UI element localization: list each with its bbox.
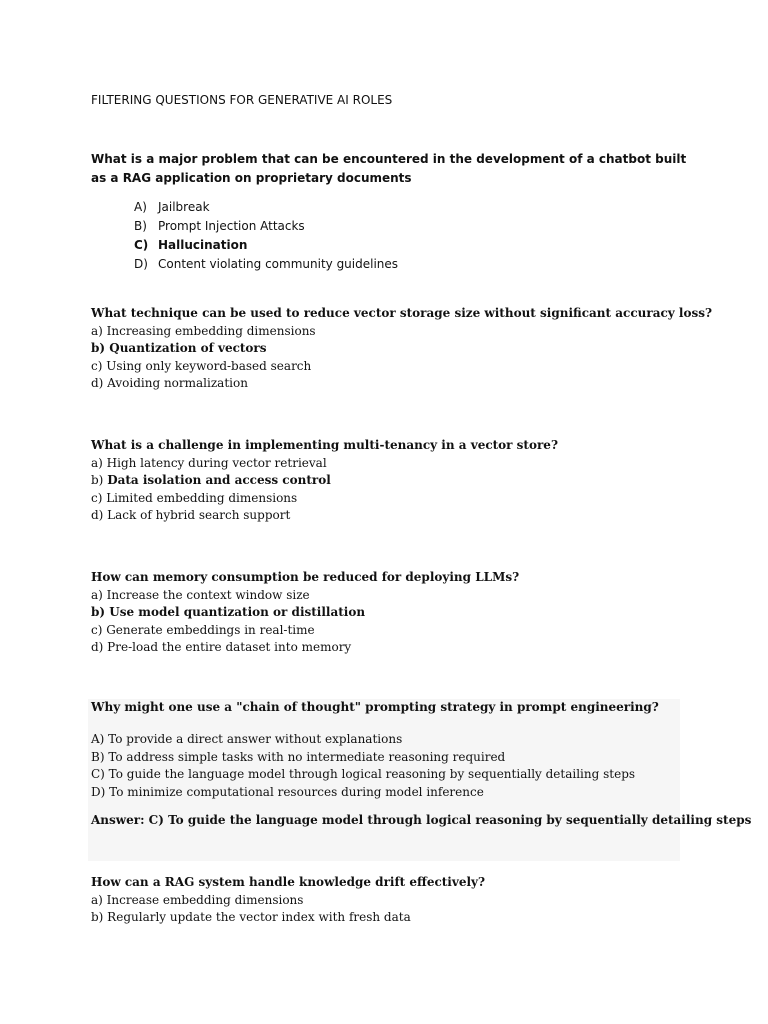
question-6-block: [91, 874, 485, 927]
option-a: a) High latency during vector retrieval: [91, 455, 327, 470]
option-letter: B): [134, 219, 147, 233]
option-b-correct: b) Use model quantization or distillation: [91, 605, 366, 619]
option-letter: b): [91, 473, 108, 487]
question-5: Why might one use a "chain of thought" prompting strategy in prompt engineering?: [91, 700, 659, 714]
option-d: D) To minimize computational resources during model inference: [91, 784, 484, 799]
option-a: A) To provide a direct answer without explanations: [91, 732, 403, 746]
option-a: a) Increasing embedding dimensions: [91, 323, 316, 338]
option-a: a) Increase the context window size: [91, 587, 310, 602]
option-text: Content violating community guidelines: [158, 257, 399, 271]
option-d: d) Avoiding normalization: [91, 376, 248, 390]
option-c: c) Generate embeddings in real-time: [91, 622, 315, 637]
option-text: Jailbreak: [158, 200, 210, 214]
option-b-correct-text: Data isolation and access control: [107, 473, 331, 487]
option-letter: A): [134, 200, 147, 214]
option-a: [134, 198, 398, 217]
question-5-options: [91, 731, 635, 801]
option-letter: C): [134, 238, 149, 252]
option-b: [134, 217, 398, 236]
option-d: [134, 255, 398, 274]
question-3-block: [91, 437, 558, 525]
question-4-block: [91, 569, 519, 657]
question-1: What is a major problem that can be encountered in the development of a chatbot built as a RAG application on proprietary documents: [91, 152, 687, 185]
option-b: B) To address simple tasks with no intermediate reasoning required: [91, 749, 506, 764]
option-c: C) To guide the language model through logical reasoning by sequentially detailing steps: [91, 767, 636, 781]
option-d: d) Lack of hybrid search support: [91, 508, 291, 522]
option-c-correct: [134, 236, 398, 255]
option-a: a) Increase embedding dimensions: [91, 892, 304, 907]
option-b: [91, 472, 558, 490]
question-4: How can memory consumption be reduced for deploying LLMs?: [91, 570, 520, 584]
option-b-correct: b) Quantization of vectors: [91, 341, 267, 355]
option-letter: D): [134, 257, 148, 271]
option-text: Prompt Injection Attacks: [158, 219, 305, 233]
document-title: FILTERING QUESTIONS FOR GENERATIVE AI ROLES: [91, 93, 393, 107]
question-2: What technique can be used to reduce vector storage size without significant accuracy loss?: [91, 306, 713, 320]
option-b: b) Regularly update the vector index with fresh data: [91, 910, 411, 924]
question-5-answer: Answer: C) To guide the language model through logical reasoning by sequentially detailing steps: [91, 813, 752, 827]
question-1-options: [134, 198, 398, 274]
option-text: Hallucination: [158, 238, 248, 252]
question-3: What is a challenge in implementing multi-tenancy in a vector store?: [91, 438, 558, 452]
option-d: d) Pre-load the entire dataset into memory: [91, 640, 352, 654]
option-c: c) Limited embedding dimensions: [91, 490, 298, 505]
question-2-block: [91, 305, 712, 393]
option-c: c) Using only keyword-based search: [91, 358, 312, 373]
question-6: How can a RAG system handle knowledge drift effectively?: [91, 875, 486, 889]
